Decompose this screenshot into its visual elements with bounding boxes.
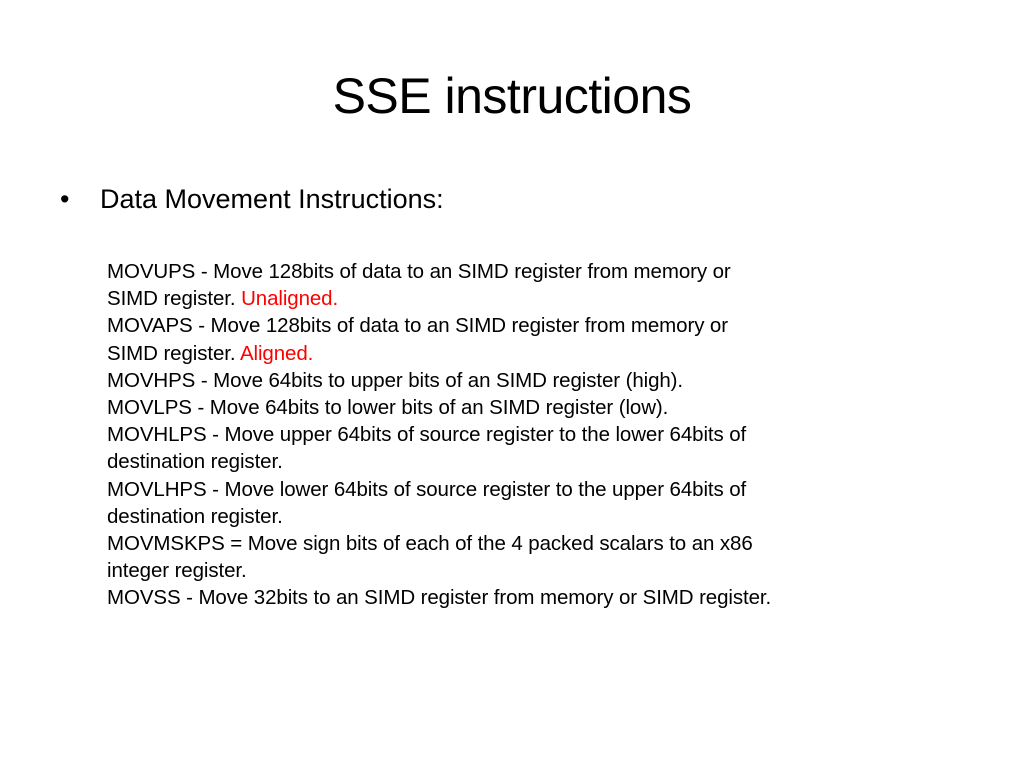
instruction-line: [107, 394, 987, 421]
instruction-text: MOVSS - Move 32bits to an SIMD register from memory or SIMD register.: [107, 586, 772, 610]
instruction-text: MOVHPS - Move 64bits to upper bits of an SIMD register (high).: [107, 368, 683, 392]
instruction-line: [107, 530, 987, 557]
instruction-text: MOVAPS - Move 128bits of data to an SIMD register from memory or: [107, 314, 728, 338]
bullet-item: [60, 182, 444, 216]
instruction-line: [107, 476, 987, 503]
bullet-dot-icon: •: [60, 184, 70, 214]
alignment-note: Aligned.: [239, 341, 314, 365]
instruction-line: [107, 503, 987, 530]
instruction-text: SIMD register.: [107, 341, 240, 365]
instruction-text: MOVLPS - Move 64bits to lower bits of an SIMD register (low).: [107, 396, 669, 420]
instruction-text: destination register.: [107, 450, 283, 474]
bullet-text: Data Movement Instructions:: [100, 184, 444, 214]
instruction-text: MOVMSKPS = Move sign bits of each of the 4 packed scalars to an x86: [107, 532, 753, 556]
instruction-text: integer register.: [107, 559, 247, 583]
instruction-line: [107, 285, 987, 312]
instruction-text: MOVHLPS - Move upper 64bits of source register to the lower 64bits of: [107, 423, 747, 447]
slide-title: SSE instructions: [332, 68, 692, 124]
instruction-line: [107, 421, 987, 448]
instruction-text: MOVLHPS - Move lower 64bits of source register to the upper 64bits of: [107, 477, 747, 501]
instruction-line: [107, 258, 987, 285]
instruction-line: [107, 367, 987, 394]
alignment-note: Unaligned.: [241, 287, 339, 311]
instruction-line: [107, 312, 987, 339]
instruction-line: [107, 557, 987, 584]
instruction-line: [107, 340, 987, 367]
instruction-text: SIMD register.: [107, 287, 242, 311]
instruction-list: [107, 258, 987, 612]
instruction-line: [107, 448, 987, 475]
instruction-text: destination register.: [107, 504, 283, 528]
instruction-line: [107, 584, 987, 611]
instruction-text: MOVUPS - Move 128bits of data to an SIMD register from memory or: [107, 260, 731, 283]
